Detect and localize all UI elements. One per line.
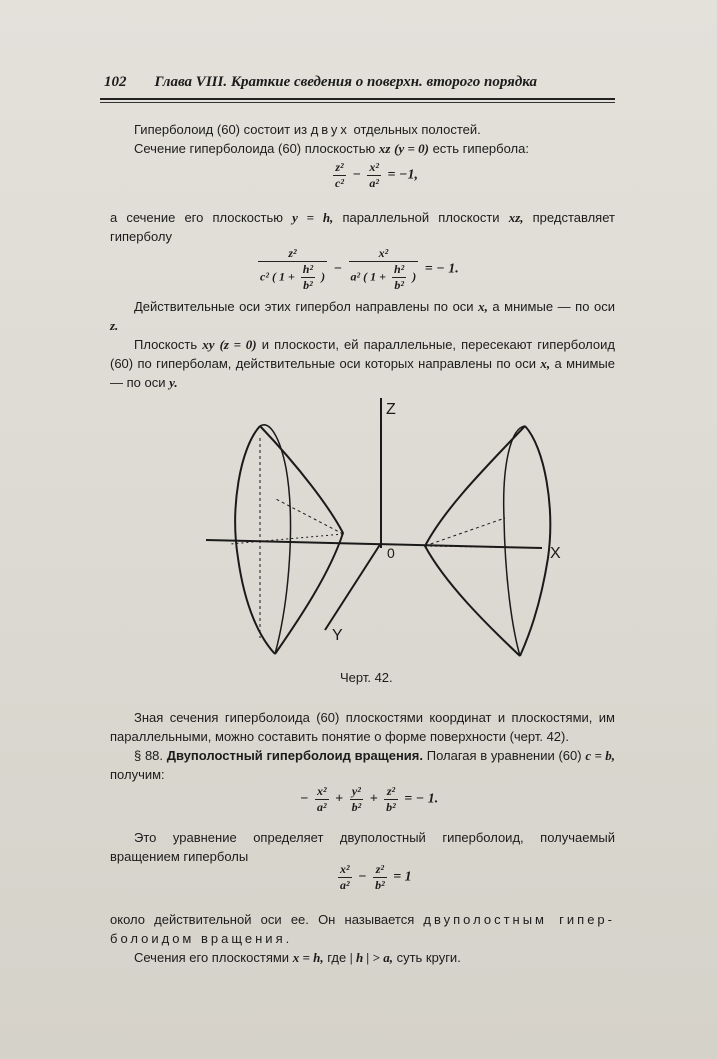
- header-rule-thin: [100, 102, 615, 103]
- label-origin: 0: [387, 545, 395, 561]
- hyperboloid-figure: [200, 398, 590, 663]
- paragraph-8-line-3: Сечения его плоскостями x = h, где | h | > a, суть круги.: [134, 950, 461, 965]
- text: есть гипербола:: [432, 141, 529, 156]
- paragraph-3: Действительные оси этих гипербол направлены по оси x, а мнимые — по оси z.: [110, 299, 615, 333]
- math-cond: (y = 0): [394, 141, 429, 156]
- text: Сечение гиперболоида (60) плоскостью: [134, 141, 376, 156]
- chapter-title: Глава VIII. Краткие сведения о поверхн. второго порядка: [154, 74, 538, 90]
- paragraph-5: Зная сечения гиперболоида (60) плоскостями координат и плоскостями, им параллельными, можно составить понятие о форме поверхности (черт. 42).: [110, 710, 615, 744]
- right-sheet-dash: [425, 518, 505, 546]
- label-z: Z: [386, 401, 396, 418]
- label-x: X: [550, 545, 561, 562]
- left-sheet-rim-back: [260, 425, 290, 654]
- right-sheet-rim-back: [504, 426, 525, 656]
- paragraph-1: [134, 120, 614, 139]
- paragraph-7: Это уравнение определяет двуполостный гиперболоид, получаемый вращением гиперболы: [110, 830, 615, 864]
- page-number: 102: [104, 74, 127, 90]
- text: Гиперболоид (60) состоит из: [134, 122, 308, 137]
- equation-2: z² c² ( 1 + $\frac{\text{h²}}{\text{b²}}$ ) − x² a² ( 1 + $\frac{\text{h²}}{\text{b²}}$ ) = − 1.: [260, 246, 459, 292]
- paragraph-8: около действительной оси ее. Он называется двуполостным гипер- болоидом вращения.: [110, 912, 615, 946]
- figure-caption: Черт. 42.: [340, 670, 393, 685]
- paragraph-1-line-2: [134, 139, 614, 158]
- right-sheet-profile: [425, 426, 525, 656]
- equation-1: $\frac{\text{z²}}{\text{c²}}$ − $\frac{\text{x²}}{\text{a²}}$ = −1,: [335, 160, 418, 190]
- paragraph-6: § 88. Двуполостный гиперболоид вращения. Полагая в уравнении (60) c = b, получим:: [110, 748, 615, 782]
- right-sheet-rim: [520, 426, 550, 656]
- running-header: [104, 74, 614, 91]
- header-rule: [100, 98, 615, 100]
- text: отдельных полостей.: [353, 122, 481, 137]
- equation-4: $\frac{\text{x²}}{\text{a²}}$ − $\frac{\text{z²}}{\text{b²}}$ = 1: [340, 862, 412, 892]
- paragraph-2: а сечение его плоскостью y = h, параллельной плоскости xz, представляет гиперболу: [110, 210, 615, 244]
- math-var: xz: [378, 141, 391, 156]
- equation-3: − $\frac{\text{x²}}{\text{a²}}$ + $\frac{\text{y²}}{\text{b²}}$ + $\frac{\text{z²}}{\text{b²}}$ = − 1.: [300, 784, 439, 814]
- paragraph-4: Плоскость xy (z = 0) и плоскости, ей параллельные, пересекают гиперболоид (60) по гиперболам, действительные оси которых направлены по оси x, а мнимые — по оси y.: [110, 337, 615, 390]
- spaced-text: двух: [310, 122, 350, 137]
- label-y: Y: [332, 627, 343, 644]
